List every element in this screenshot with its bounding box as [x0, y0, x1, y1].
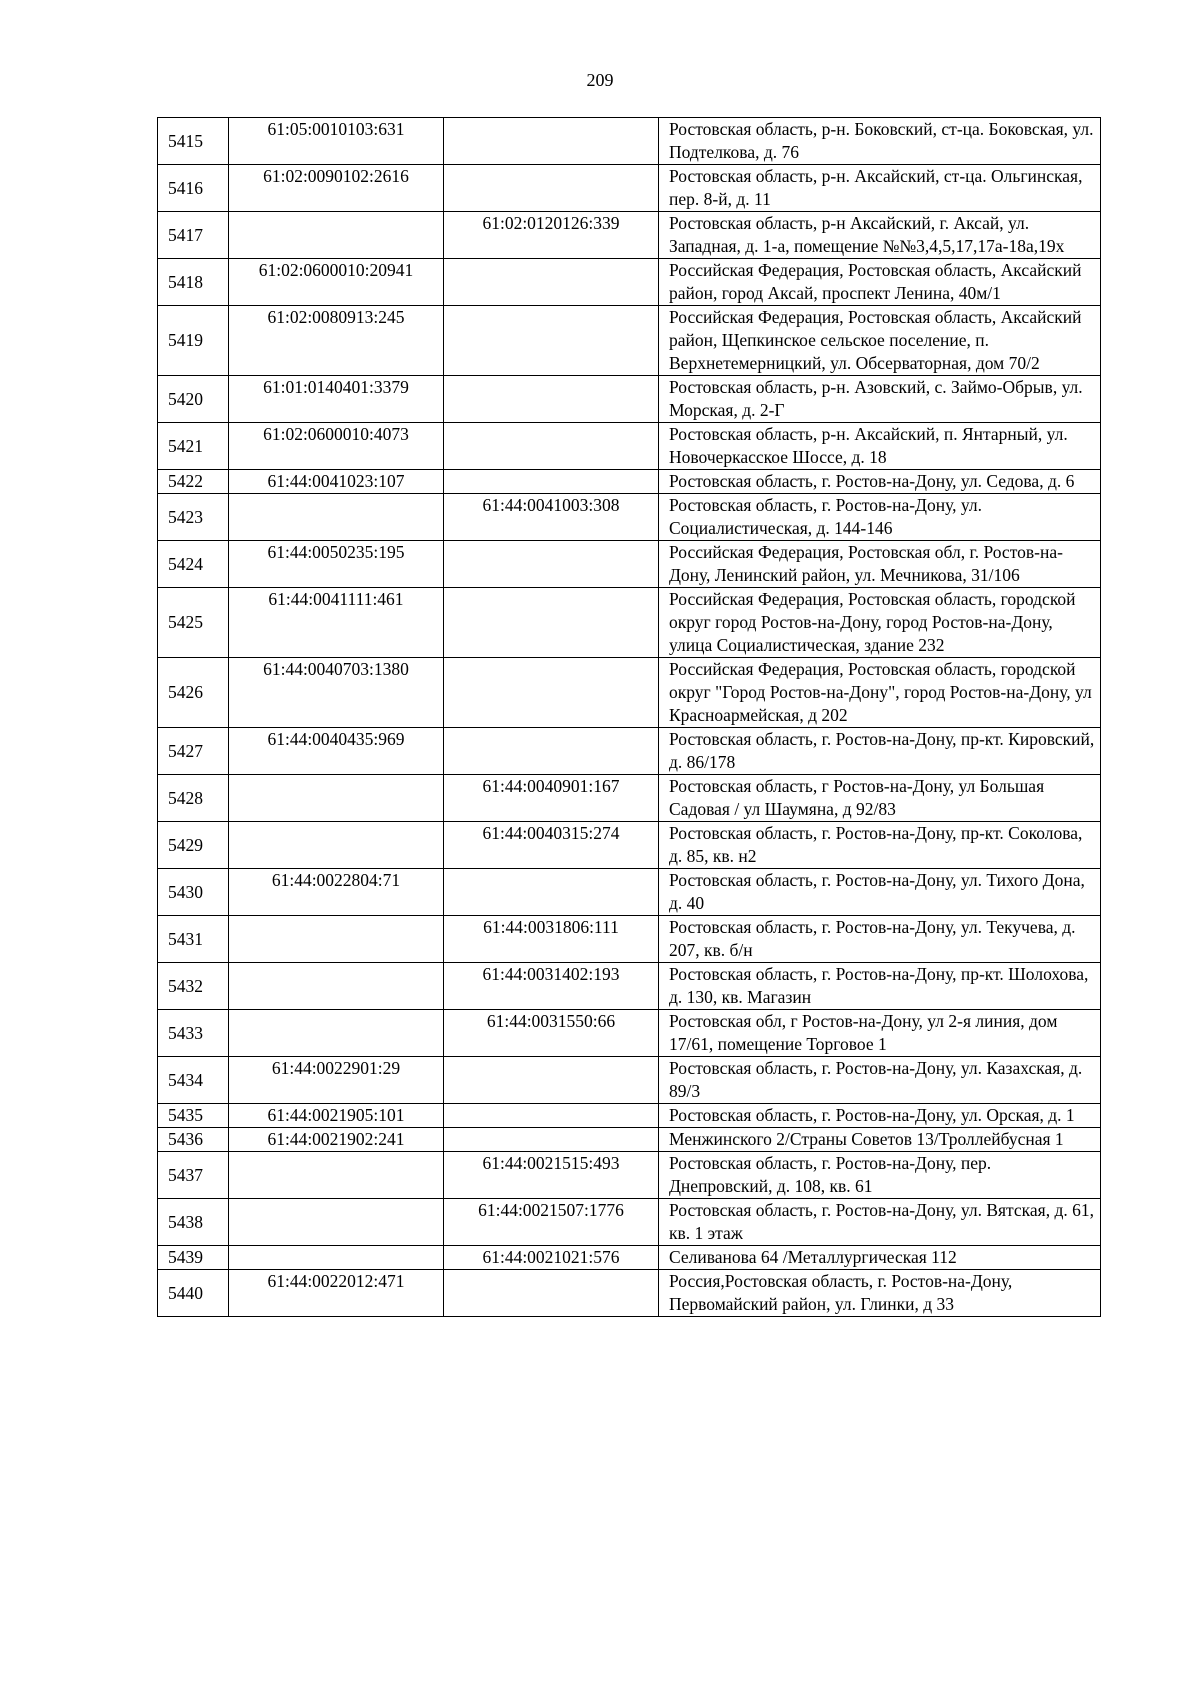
- row-number: 5438: [158, 1199, 229, 1246]
- table-row: [158, 118, 1101, 165]
- address-cell: Россия,Ростовская область, г. Ростов-на-Дону, Первомайский район, ул. Глинки, д 33: [659, 1270, 1101, 1317]
- table-row: [158, 470, 1101, 494]
- premises-cadastral-number-cell: 61:44:0031806:111: [444, 916, 659, 963]
- cadastral-number-cell: 61:44:0040435:969: [229, 728, 444, 775]
- address-cell: Ростовская область, г. Ростов-на-Дону, ул. Вятская, д. 61, кв. 1 этаж: [659, 1199, 1101, 1246]
- address-cell: Ростовская область, г. Ростов-на-Дону, ул. Седова, д. 6: [659, 470, 1101, 494]
- cadastral-number-cell: [229, 212, 444, 259]
- table-row: [158, 212, 1101, 259]
- cadastral-number-cell: [229, 1246, 444, 1270]
- table-body: [158, 118, 1101, 1317]
- address-cell: Ростовская область, г. Ростов-на-Дону, ул. Текучева, д. 207, кв. б/н: [659, 916, 1101, 963]
- table-row: [158, 1152, 1101, 1199]
- premises-cadastral-number-cell: 61:44:0040901:167: [444, 775, 659, 822]
- row-number: 5423: [158, 494, 229, 541]
- cadastral-number-cell: 61:44:0041111:461: [229, 588, 444, 658]
- premises-cadastral-number-cell: 61:02:0120126:339: [444, 212, 659, 259]
- address-cell: Ростовская область, г. Ростов-на-Дону, ул. Тихого Дона, д. 40: [659, 869, 1101, 916]
- cadastral-number-cell: [229, 1199, 444, 1246]
- table-row: [158, 1199, 1101, 1246]
- address-cell: Ростовская область, г Ростов-на-Дону, ул Большая Садовая / ул Шаумяна, д 92/83: [659, 775, 1101, 822]
- table-row: [158, 916, 1101, 963]
- premises-cadastral-number-cell: [444, 541, 659, 588]
- page-number: 209: [586, 70, 614, 90]
- row-number: 5440: [158, 1270, 229, 1317]
- address-cell: Ростовская область, г. Ростов-на-Дону, пер. Днепровский, д. 108, кв. 61: [659, 1152, 1101, 1199]
- table-row: [158, 541, 1101, 588]
- row-number: 5432: [158, 963, 229, 1010]
- cadastral-number-cell: 61:02:0090102:2616: [229, 165, 444, 212]
- cadastral-number-cell: 61:44:0022804:71: [229, 869, 444, 916]
- row-number: 5434: [158, 1057, 229, 1104]
- table-row: [158, 165, 1101, 212]
- table-row: [158, 376, 1101, 423]
- table-row: [158, 1270, 1101, 1317]
- cadastral-number-cell: [229, 822, 444, 869]
- cadastral-number-cell: 61:44:0050235:195: [229, 541, 444, 588]
- premises-cadastral-number-cell: [444, 588, 659, 658]
- cadastral-number-cell: 61:44:0040703:1380: [229, 658, 444, 728]
- cadastral-number-cell: [229, 775, 444, 822]
- cadastral-number-cell: 61:02:0600010:20941: [229, 259, 444, 306]
- premises-cadastral-number-cell: 61:44:0021507:1776: [444, 1199, 659, 1246]
- premises-cadastral-number-cell: [444, 423, 659, 470]
- address-cell: Менжинского 2/Страны Советов 13/Троллейбусная 1: [659, 1128, 1101, 1152]
- premises-cadastral-number-cell: 61:44:0041003:308: [444, 494, 659, 541]
- table-row: [158, 1104, 1101, 1128]
- cadastral-number-cell: 61:44:0021905:101: [229, 1104, 444, 1128]
- table-row: [158, 775, 1101, 822]
- property-table: [157, 117, 1101, 1317]
- address-cell: Российская Федерация, Ростовская область, Аксайский район, город Аксай, проспект Ленина, 40м/1: [659, 259, 1101, 306]
- row-number: 5435: [158, 1104, 229, 1128]
- premises-cadastral-number-cell: 61:44:0031402:193: [444, 963, 659, 1010]
- address-cell: Российская Федерация, Ростовская область, городской округ "Город Ростов-на-Дону", город Ростов-на-Дону, ул Красноармейская, д 202: [659, 658, 1101, 728]
- row-number: 5417: [158, 212, 229, 259]
- address-cell: Ростовская область, г. Ростов-на-Дону, ул. Социалистическая, д. 144-146: [659, 494, 1101, 541]
- cadastral-number-cell: 61:44:0022901:29: [229, 1057, 444, 1104]
- premises-cadastral-number-cell: [444, 869, 659, 916]
- cadastral-number-cell: [229, 963, 444, 1010]
- premises-cadastral-number-cell: 61:44:0021515:493: [444, 1152, 659, 1199]
- premises-cadastral-number-cell: [444, 728, 659, 775]
- cadastral-number-cell: 61:02:0080913:245: [229, 306, 444, 376]
- row-number: 5428: [158, 775, 229, 822]
- address-cell: Ростовская область, р-н. Аксайский, п. Янтарный, ул. Новочеркасское Шоссе, д. 18: [659, 423, 1101, 470]
- table-row: [158, 1246, 1101, 1270]
- address-cell: Российская Федерация, Ростовская обл, г. Ростов-на-Дону, Ленинский район, ул. Мечникова, 31/106: [659, 541, 1101, 588]
- premises-cadastral-number-cell: [444, 259, 659, 306]
- row-number: 5415: [158, 118, 229, 165]
- cadastral-number-cell: 61:44:0041023:107: [229, 470, 444, 494]
- address-cell: Ростовская область, р-н. Азовский, с. Займо-Обрыв, ул. Морская, д. 2-Г: [659, 376, 1101, 423]
- table-row: [158, 494, 1101, 541]
- row-number: 5439: [158, 1246, 229, 1270]
- premises-cadastral-number-cell: 61:44:0040315:274: [444, 822, 659, 869]
- row-number: 5436: [158, 1128, 229, 1152]
- premises-cadastral-number-cell: [444, 1104, 659, 1128]
- cadastral-number-cell: [229, 916, 444, 963]
- row-number: 5422: [158, 470, 229, 494]
- table-row: [158, 822, 1101, 869]
- premises-cadastral-number-cell: [444, 470, 659, 494]
- cadastral-number-cell: 61:44:0022012:471: [229, 1270, 444, 1317]
- row-number: 5424: [158, 541, 229, 588]
- premises-cadastral-number-cell: [444, 165, 659, 212]
- address-cell: Ростовская обл, г Ростов-на-Дону, ул 2-я линия, дом 17/61, помещение Торговое 1: [659, 1010, 1101, 1057]
- cadastral-number-cell: [229, 1152, 444, 1199]
- address-cell: Ростовская область, р-н. Аксайский, ст-ца. Ольгинская, пер. 8-й, д. 11: [659, 165, 1101, 212]
- table-row: [158, 1128, 1101, 1152]
- premises-cadastral-number-cell: [444, 1270, 659, 1317]
- table-row: [158, 869, 1101, 916]
- row-number: 5431: [158, 916, 229, 963]
- address-cell: Российская Федерация, Ростовская область, городской округ город Ростов-на-Дону, город Ростов-на-Дону, улица Социалистическая, здание 232: [659, 588, 1101, 658]
- table-row: [158, 1010, 1101, 1057]
- cadastral-number-cell: 61:01:0140401:3379: [229, 376, 444, 423]
- row-number: 5426: [158, 658, 229, 728]
- address-cell: Ростовская область, г. Ростов-на-Дону, пр-кт. Шолохова, д. 130, кв. Магазин: [659, 963, 1101, 1010]
- premises-cadastral-number-cell: [444, 658, 659, 728]
- table-row: [158, 588, 1101, 658]
- table-row: [158, 306, 1101, 376]
- row-number: 5418: [158, 259, 229, 306]
- address-cell: Ростовская область, г. Ростов-на-Дону, пр-кт. Соколова, д. 85, кв. н2: [659, 822, 1101, 869]
- address-cell: Ростовская область, г. Ростов-на-Дону, пр-кт. Кировский, д. 86/178: [659, 728, 1101, 775]
- cadastral-number-cell: 61:05:0010103:631: [229, 118, 444, 165]
- row-number: 5437: [158, 1152, 229, 1199]
- row-number: 5433: [158, 1010, 229, 1057]
- cadastral-number-cell: [229, 494, 444, 541]
- row-number: 5429: [158, 822, 229, 869]
- premises-cadastral-number-cell: 61:44:0031550:66: [444, 1010, 659, 1057]
- row-number: 5425: [158, 588, 229, 658]
- address-cell: Ростовская область, г. Ростов-на-Дону, ул. Орская, д. 1: [659, 1104, 1101, 1128]
- address-cell: Ростовская область, р-н. Боковский, ст-ца. Боковская, ул. Подтелкова, д. 76: [659, 118, 1101, 165]
- row-number: 5430: [158, 869, 229, 916]
- premises-cadastral-number-cell: [444, 118, 659, 165]
- table-row: [158, 728, 1101, 775]
- row-number: 5420: [158, 376, 229, 423]
- row-number: 5421: [158, 423, 229, 470]
- row-number: 5427: [158, 728, 229, 775]
- premises-cadastral-number-cell: 61:44:0021021:576: [444, 1246, 659, 1270]
- cadastral-number-cell: 61:02:0600010:4073: [229, 423, 444, 470]
- premises-cadastral-number-cell: [444, 306, 659, 376]
- table-row: [158, 423, 1101, 470]
- table-row: [158, 658, 1101, 728]
- row-number: 5419: [158, 306, 229, 376]
- address-cell: Ростовская область, р-н Аксайский, г. Аксай, ул. Западная, д. 1-а, помещение №№3,4,5,17,17а-18а,19х: [659, 212, 1101, 259]
- premises-cadastral-number-cell: [444, 1057, 659, 1104]
- cadastral-number-cell: 61:44:0021902:241: [229, 1128, 444, 1152]
- premises-cadastral-number-cell: [444, 1128, 659, 1152]
- address-cell: Российская Федерация, Ростовская область, Аксайский район, Щепкинское сельское поселение, п. Верхнетемерницкий, ул. Обсерваторная, дом 70/2: [659, 306, 1101, 376]
- address-cell: Ростовская область, г. Ростов-на-Дону, ул. Казахская, д. 89/3: [659, 1057, 1101, 1104]
- table-row: [158, 259, 1101, 306]
- address-cell: Селиванова 64 /Металлургическая 112: [659, 1246, 1101, 1270]
- table-row: [158, 1057, 1101, 1104]
- cadastral-number-cell: [229, 1010, 444, 1057]
- table-row: [158, 963, 1101, 1010]
- row-number: 5416: [158, 165, 229, 212]
- premises-cadastral-number-cell: [444, 376, 659, 423]
